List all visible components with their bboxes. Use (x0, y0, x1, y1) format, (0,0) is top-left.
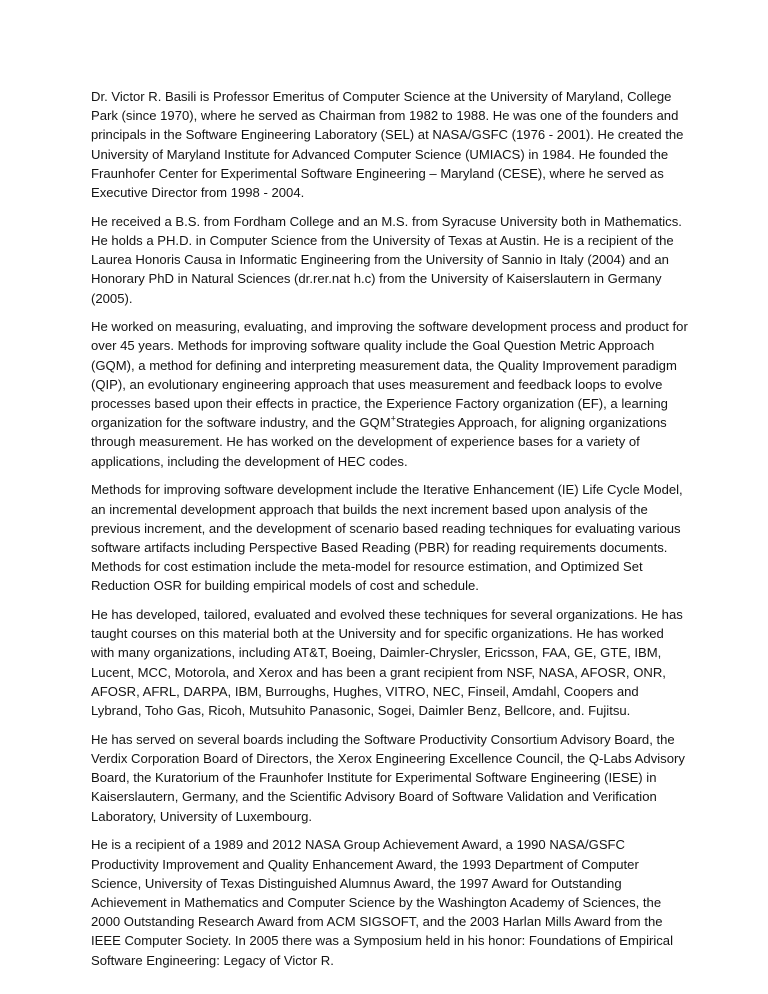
paragraph-research: He worked on measuring, evaluating, and improving the software development process and product for over 45 years. Methods for improving software quality include the Goal Question Metric Approach (GQM), a method for defining and interpreting measurement data, the Quality Improvement paradigm (QIP), an evolutionary engineering approach that uses measurement and feedback loops to evolve processes based upon their effects in practice, the Experience Factory organization (EF), a learning organization for the software industry, and the GQM+Strategies Approach, for aligning organizations through measurement. He has worked on the development of experience bases for a variety of applications, including the development of HEC codes. (91, 319, 688, 469)
superscript-plus: + (390, 413, 396, 424)
document-body (91, 87, 688, 979)
paragraph-methods: Methods for improving software development include the Iterative Enhancement (IE) Life Cycle Model, an incremental development approach that builds the next increment based upon analysis of the previous increment, and the development of scenario based reading techniques for evaluating various software artifacts including Perspective Based Reading (PBR) for reading requirements documents. Methods for cost estimation include the meta-model for resource estimation, and Optimized Set Reduction OSR for building empirical models of cost and schedule. (91, 482, 683, 594)
paragraph-awards: He is a recipient of a 1989 and 2012 NASA Group Achievement Award, a 1990 NASA/GSFC Productivity Improvement and Quality Enhancement Award, the 1993 Department of Computer Science, University of Texas Distinguished Alumnus Award, the 1997 Award for Outstanding Achievement in Mathematics and Computer Science by the Washington Academy of Sciences, the 2000 Outstanding Research Award from ACM SIGSOFT, and the 2003 Harlan Mills Award from the IEEE Computer Society. In 2005 there was a Symposium held in his honor: Foundations of Empirical Software Engineering: Legacy of Victor R. (91, 837, 673, 968)
paragraph-organizations: He has developed, tailored, evaluated and evolved these techniques for several organizations. He has taught courses on this material both at the University and for specific organizations. He has worked with many organizations, including AT&T, Boeing, Daimler-Chrysler, Ericsson, FAA, GE, GTE, IBM, Lucent, MCC, Motorola, and Xerox and has been a grant recipient from NSF, NASA, AFOSR, ONR, AFOSR, AFRL, DARPA, IBM, Burroughs, Hughes, VITRO, NEC, Finseil, Amdahl, Coopers and Lybrand, Toho Gas, Ricoh, Mutsuhito Panasonic, Sogei, Daimler Benz, Bellcore, and. Fujitsu. (91, 607, 683, 719)
paragraph-education: He received a B.S. from Fordham College and an M.S. from Syracuse University both in Mathematics. He holds a PH.D. in Computer Science from the University of Texas at Austin. He is a recipient of the Laurea Honoris Causa in Informatic Engineering from the University of Sannio in Italy (2004) and an Honorary PhD in Natural Sciences (dr.rer.nat h.c) from the University of Kaiserslautern in Germany (2005). (91, 213, 682, 306)
paragraph-boards: He has served on several boards including the Software Productivity Consortium Advisory Board, the Verdix Corporation Board of Directors, the Xerox Engineering Excellence Council, the Q-Labs Advisory Board, the Kuratorium of the Fraunhofer Institute for Experimental Software Engineering (IESE) in Kaiserslautern, Germany, and the Scientific Advisory Board of Software Validation and Verification Laboratory, University of Luxembourg. (91, 731, 685, 824)
paragraph-intro: Dr. Victor R. Basili is Professor Emeritus of Computer Science at the University of Maryland, College Park (since 1970), where he served as Chairman from 1982 to 1988. He was one of the founders and principals in the Software Engineering Laboratory (SEL) at NASA/GSFC (1976 - 2001). He created the University of Maryland Institute for Advanced Computer Science (UMIACS) in 1984. He founded the Fraunhofer Center for Experimental Software Engineering – Maryland (CESE), where he served as Executive Director from 1998 - 2004. (91, 89, 684, 201)
